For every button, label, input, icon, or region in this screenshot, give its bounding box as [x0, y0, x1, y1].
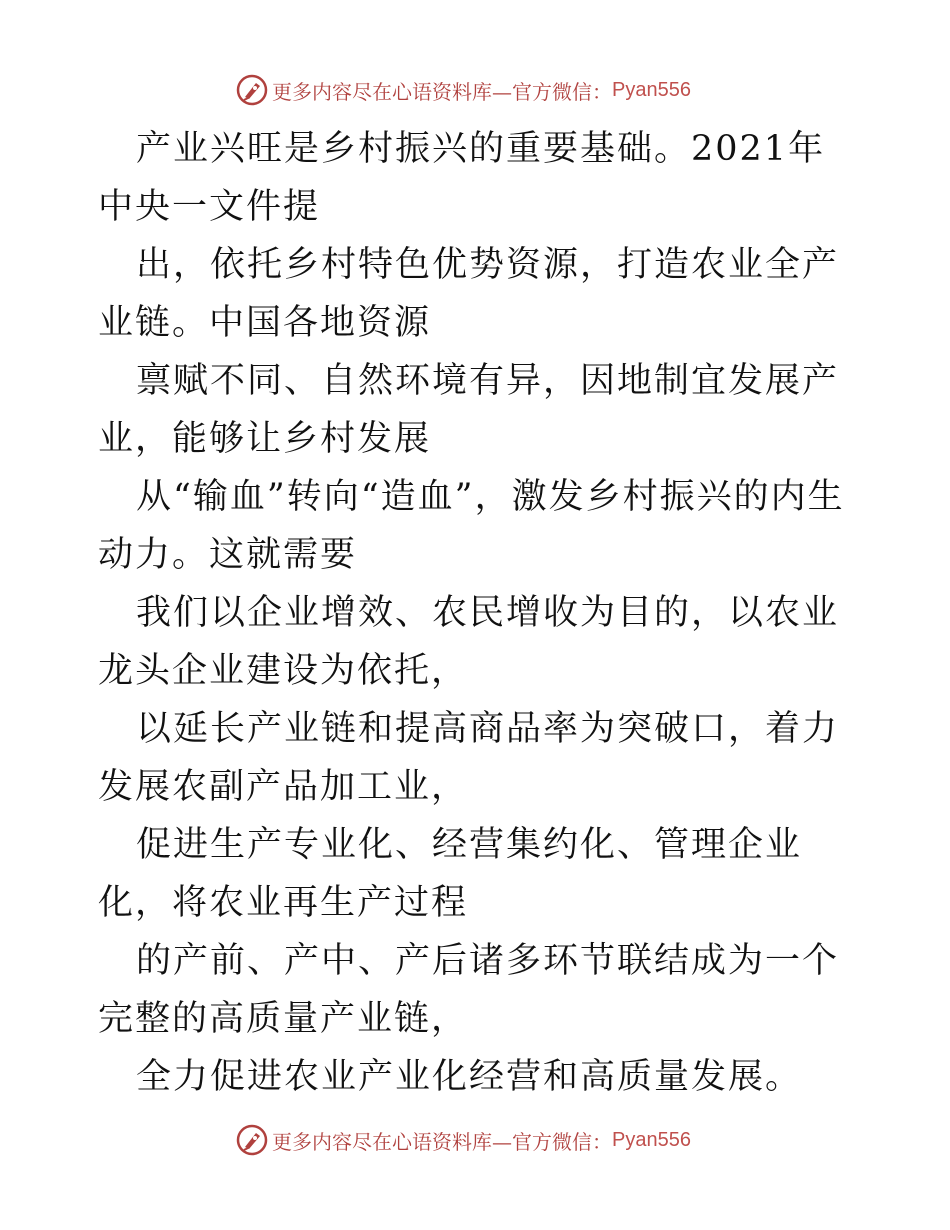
paragraph: 禀赋不同、自然环境有异，因地制宜发展产业，能够让乡村发展	[98, 361, 840, 459]
paragraph: 我们以企业增效、农民增收为目的，以农业龙头企业建设为依托，	[98, 593, 840, 691]
pen-nib-logo-icon	[236, 74, 268, 106]
paragraph: 以延长产业链和提高商品率为突破口，着力发展农副产品加工业，	[98, 709, 840, 807]
footer-watermark	[236, 1122, 691, 1158]
paragraph: 全力促进农业产业化经营和高质量发展。	[136, 1057, 803, 1097]
paragraph: 产业兴旺是乡村振兴的重要基础。2021年中央一文件提	[98, 129, 826, 227]
watermark-wechat-id: Pyan556	[612, 1128, 691, 1151]
watermark-text: 更多内容尽在心语资料库—官方微信：	[272, 79, 612, 104]
paragraph: 促进生产专业化、经营集约化、管理企业化，将农业再生产过程	[98, 825, 803, 923]
document-body	[98, 120, 858, 1106]
watermark-wechat-id: Pyan556	[612, 78, 691, 101]
watermark-text: 更多内容尽在心语资料库—官方微信：	[272, 1129, 612, 1154]
paragraph: 的产前、产中、产后诸多环节联结成为一个完整的高质量产业链，	[98, 941, 840, 1039]
paragraph: 从“输血”转向“造血”，激发乡村振兴的内生动力。这就需要	[98, 477, 845, 575]
pen-nib-logo-icon	[236, 1124, 268, 1156]
paragraph: 出，依托乡村特色优势资源，打造农业全产业链。中国各地资源	[98, 245, 840, 343]
header-watermark	[236, 72, 691, 108]
